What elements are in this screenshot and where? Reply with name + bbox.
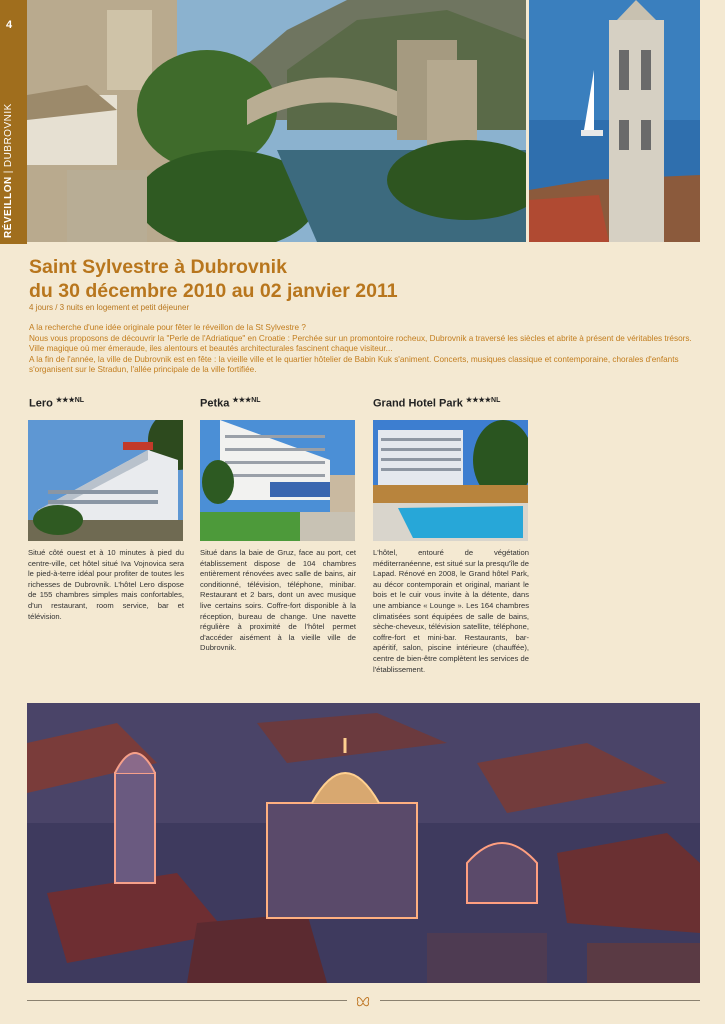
hotel-name-label: Petka bbox=[200, 397, 230, 410]
photo-bridge bbox=[27, 0, 526, 242]
page-title bbox=[29, 255, 709, 303]
footer-rule-left bbox=[27, 1000, 347, 1001]
hotel-name-label: Lero bbox=[29, 397, 53, 410]
photo-hotel-petka bbox=[200, 420, 355, 541]
hotel-stars: ★★★NL bbox=[55, 397, 85, 404]
butterfly-icon bbox=[355, 993, 371, 1009]
hotel-stars: ★★★NL bbox=[232, 397, 261, 404]
intro-paragraph: A la fin de l'année, la ville de Dubrovnik est en fête : la vieille ville et le quartier hôtelier de Babin Kuk s'animent. Concerts, musiques classique et contemporaine, chorales d'enfants s'organisent sur le Stradun, l'allée principale de la ville fortifiée. bbox=[29, 354, 679, 375]
intro-text bbox=[29, 323, 709, 376]
side-separator: | bbox=[3, 170, 14, 174]
hotel-description-lero: Situé côté ouest et à 10 minutes à pied du centre-ville, cet hôtel situé Iva Vojnovica sera le pied-à-terre idéal pour profiter de toutes les richesses de Dubrovnik. L'hôtel Lero dispose de 155 chambres simples mais confortables, d'un restaurant, room service, bar et télévision. bbox=[28, 548, 184, 621]
intro-paragraph: A la recherche d'une idée originale pour fêter le réveillon de la St Sylvestre ? bbox=[29, 323, 306, 332]
page-subtitle: 4 jours / 3 nuits en logement et petit déjeuner bbox=[29, 303, 190, 312]
photo-hotel-lero bbox=[28, 420, 183, 541]
hotel-name-label: Grand Hotel Park bbox=[373, 397, 463, 410]
hotel-description-petka: Situé dans la baie de Gruz, face au port, cet établissement dispose de 104 chambres entièrement rénovées avec salle de bains, air conditionné, télévision, téléphone, minibar. Restaurant et 2 bars, dont un avec musique live certains soirs. Coffre-fort disponible à la réception, bureau de change. Une navette régulière à proximité de l'hôtel permet d'accéder aisément à la vieille ville de Dubrovnik. bbox=[200, 548, 356, 653]
side-label bbox=[3, 38, 14, 238]
side-section: RÉVEILLON bbox=[3, 176, 14, 238]
footer-rule-right bbox=[380, 1000, 700, 1001]
hotel-description-grand-park: L'hôtel, entouré de végétation méditerranéenne, est situé sur la presqu'île de Lapad. Rénové en 2008, le Grand hôtel Park, au décor contemporain et original, mariant le bois et le cuir vous invite à la détente, dans une ambiance « Lounge ». Les 164 chambres climatisées sont équipées de salle de bains, sèche-cheveux, télévision satellite, téléphone, coffre-fort et mini-bar. Restaurants, bar-apéritif, salon, piscine intérieure (chauffée), centre de bien-être complètent les services de l'établissement. bbox=[373, 548, 529, 674]
hotel-name-grand-park bbox=[373, 396, 500, 410]
hotel-name-petka bbox=[200, 396, 261, 410]
intro-paragraph: Nous vous proposons de découvrir la "Perle de l'Adriatique" en Croatie : Perchée sur un promontoire rocheux, Dubrovnik a traversé les siècles et abrite à présent de véritables trésors. Ville magique où mer émeraude, iles alentours et beautés architecturales fascinent chaque visiteur... bbox=[29, 333, 692, 354]
hotel-stars: ★★★★NL bbox=[465, 397, 501, 404]
page-number: 4 bbox=[6, 19, 13, 31]
hotel-name-lero bbox=[29, 396, 84, 410]
photo-bell-tower bbox=[529, 0, 700, 242]
title-line-1: Saint Sylvestre à Dubrovnik bbox=[29, 256, 287, 278]
side-destination: DUBROVNIK bbox=[3, 103, 14, 168]
title-line-2: du 30 décembre 2010 au 02 janvier 2011 bbox=[29, 280, 398, 302]
photo-hotel-grand-park bbox=[373, 420, 528, 541]
photo-dubrovnik-night bbox=[27, 703, 700, 983]
